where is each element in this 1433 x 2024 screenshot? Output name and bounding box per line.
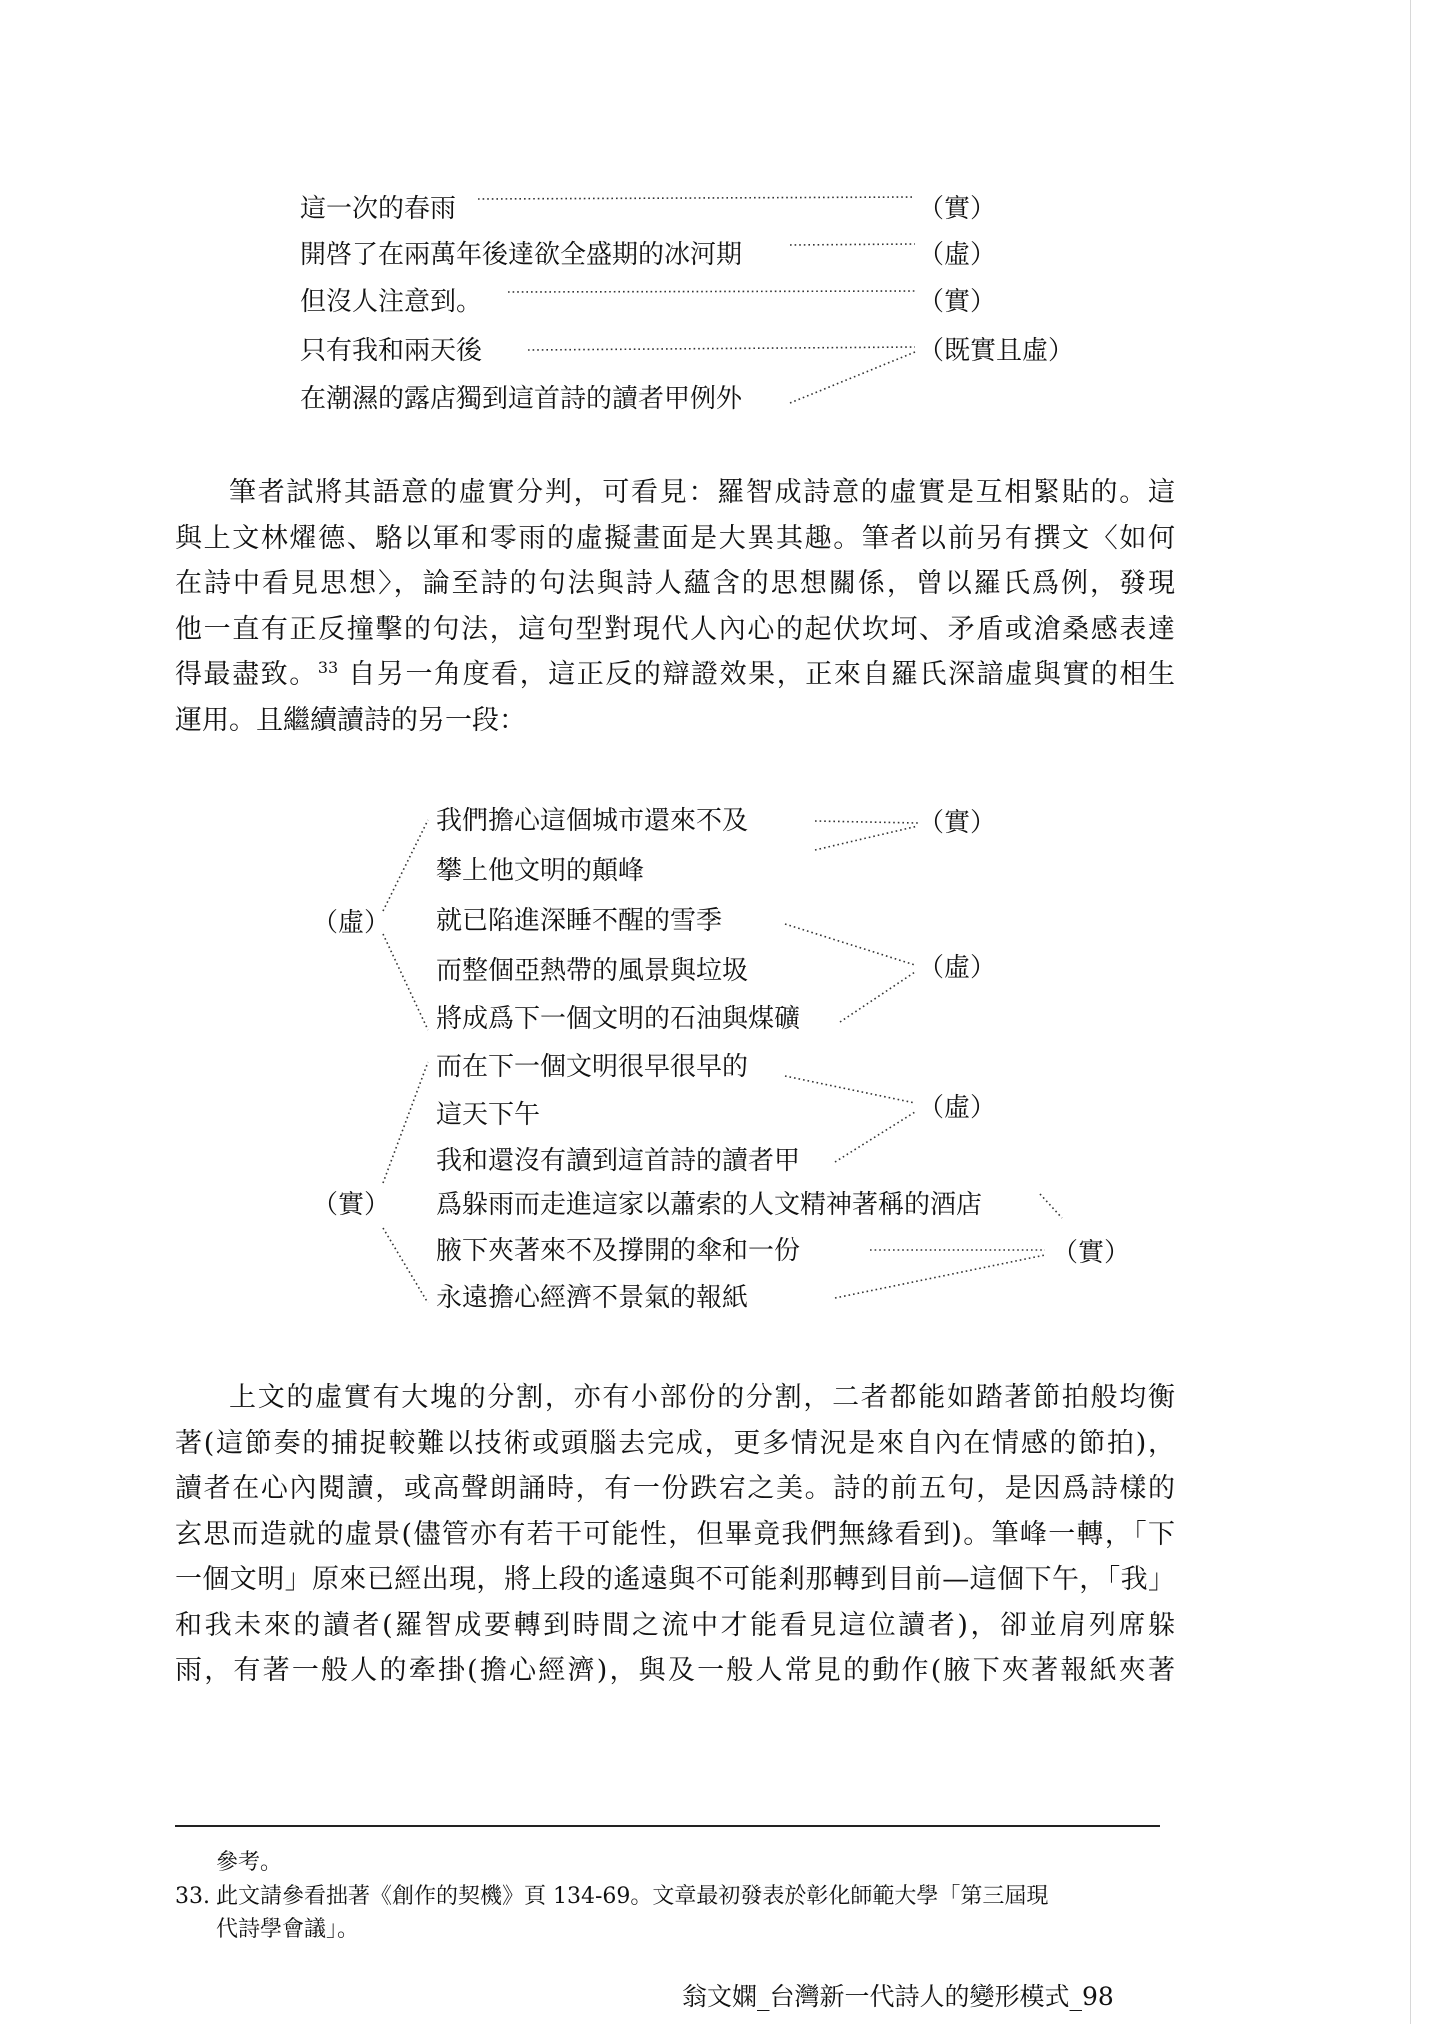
paragraph-1-text: 得最盡致。 — [175, 659, 318, 690]
connector-2-4c — [835, 1255, 1045, 1298]
connector-2-3b — [835, 1112, 915, 1162]
paragraph-2-line: 一個文明」原來已經出現，將上段的遙遠與不可能剎那轉到目前—這個下午，「我」 — [175, 1564, 1175, 1595]
poem2-line-7: 這天下午 — [436, 1100, 541, 1130]
poem2-tag-1: （實） — [918, 808, 997, 838]
connector-2-4a — [1040, 1194, 1062, 1218]
bracket-xu-bottom — [383, 934, 428, 1030]
connector-2-1a — [815, 821, 918, 823]
poem2-line-6: 而在下一個文明很早很早的 — [436, 1052, 749, 1082]
footnote-continuation: 參考。 — [216, 1850, 283, 1875]
connector-1-3 — [508, 291, 915, 292]
paragraph-1-text: 自另一角度看，這正反的辯證效果，正來自羅氏深諳虛與實的相生 — [348, 659, 1176, 690]
poem2-line-5: 將成爲下一個文明的石油與煤礦 — [436, 1004, 801, 1034]
bracket-shi-bottom — [383, 1228, 428, 1303]
poem2-line-2: 攀上他文明的顛峰 — [436, 856, 645, 886]
poem1-line-4: 只有我和兩天後 — [300, 336, 483, 366]
poem2-line-9: 爲躲雨而走進這家以蕭索的人文精神著稱的酒店 — [436, 1190, 983, 1220]
poem1-tag-2: （虛） — [918, 240, 997, 270]
poem2-line-8: 我和還沒有讀到這首詩的讀者甲 — [436, 1146, 801, 1176]
connector-1-1 — [478, 197, 915, 199]
connector-2-2b — [840, 972, 915, 1022]
group-tag-shi: （實） — [312, 1190, 391, 1220]
paragraph-2-line: 上文的虛實有大塊的分割，亦有小部份的分割，二者都能如踏著節拍般均衡 — [229, 1382, 1175, 1413]
poem1-tag-3: （實） — [918, 287, 997, 317]
page-footer: 翁文嫻_台灣新一代詩人的變形模式_98 — [682, 1982, 1114, 2011]
connector-1-4 — [528, 347, 915, 350]
footnote-33-text: 此文請參看拙著《創作的契機》頁 134-69。文章最初發表於彰化師範大學「第三屆現 — [216, 1884, 1049, 1909]
bracket-xu-top — [383, 820, 428, 911]
footnote-divider — [175, 1825, 1160, 1827]
poem2-line-3: 就已陷進深睡不醒的雪季 — [436, 906, 723, 936]
paragraph-2-line: 雨，有著一般人的牽掛(擔心經濟)，與及一般人常見的動作(腋下夾著報紙夾著 — [175, 1655, 1175, 1686]
poem1-line-1: 這一次的春雨 — [300, 194, 457, 224]
paragraph-2-line: 著(這節奏的捕捉較難以技術或頭腦去完成，更多情況是來自內在情感的節拍)， — [175, 1427, 1175, 1459]
group-tag-xu: （虛） — [312, 908, 391, 938]
connector-1-2 — [790, 244, 915, 245]
poem1-tag-4: （既實且虛） — [918, 336, 1075, 366]
connector-2-3a — [785, 1076, 915, 1103]
connector-2-2a — [785, 924, 915, 965]
poem1-tag-1: （實） — [918, 194, 997, 224]
paragraph-1-line: 運用。且繼續讀詩的另一段： — [175, 704, 526, 736]
poem2-tag-4: （實） — [1052, 1238, 1131, 1268]
poem1-line-3: 但沒人注意到。 — [300, 287, 483, 317]
footnote-33-text-cont: 代詩學會議」。 — [216, 1917, 360, 1942]
poem2-line-4: 而整個亞熱帶的風景與垃圾 — [436, 956, 749, 986]
footnote-ref-33[interactable]: 33 — [317, 658, 339, 677]
paragraph-1-line-with-ref — [175, 652, 1175, 698]
paragraph-1-line: 在詩中看見思想〉，論至詩的句法與詩人蘊含的思想關係，曾以羅氏爲例，發現 — [175, 568, 1175, 599]
poem2-tag-3: （虛） — [918, 1093, 997, 1123]
paragraph-1-line: 筆者試將其語意的虛實分判，可看見：羅智成詩意的虛實是互相緊貼的。這 — [229, 477, 1175, 508]
paragraph-2-line: 和我未來的讀者(羅智成要轉到時間之流中才能看見這位讀者)，卻並肩列席躲 — [175, 1609, 1175, 1641]
paragraph-1-line: 與上文林燿德、駱以軍和零雨的虛擬畫面是大異其趣。筆者以前另有撰文〈如何 — [175, 522, 1175, 554]
paragraph-1 — [175, 470, 1175, 743]
poem2-line-10: 腋下夾著來不及撐開的傘和一份 — [436, 1236, 801, 1266]
paragraph-2 — [175, 1375, 1175, 1694]
poem1-line-2: 開啓了在兩萬年後達欲全盛期的冰河期 — [300, 240, 743, 270]
poem2-tag-2: （虛） — [918, 953, 997, 983]
poem1-line-5: 在潮濕的露店獨到這首詩的讀者甲例外 — [300, 384, 743, 414]
scan-edge — [1410, 0, 1411, 2024]
footnote-33-number: 33. — [175, 1884, 210, 1909]
paragraph-1-line: 他一直有正反撞擊的句法，這句型對現代人內心的起伏坎坷、矛盾或滄桑感表達 — [175, 613, 1175, 645]
poem2-line-11: 永遠擔心經濟不景氣的報紙 — [436, 1283, 749, 1313]
bracket-shi-top — [383, 1062, 428, 1183]
poem2-line-1: 我們擔心這個城市還來不及 — [436, 806, 749, 836]
paragraph-2-line: 玄思而造就的虛景(儘管亦有若干可能性，但畢竟我們無緣看到)。筆峰一轉，「下 — [175, 1518, 1175, 1550]
connector-2-1b — [815, 826, 918, 850]
connector-1-5 — [790, 352, 915, 403]
paragraph-2-line: 讀者在心內閱讀，或高聲朗誦時，有一份跌宕之美。詩的前五句，是因爲詩樣的 — [175, 1473, 1175, 1504]
